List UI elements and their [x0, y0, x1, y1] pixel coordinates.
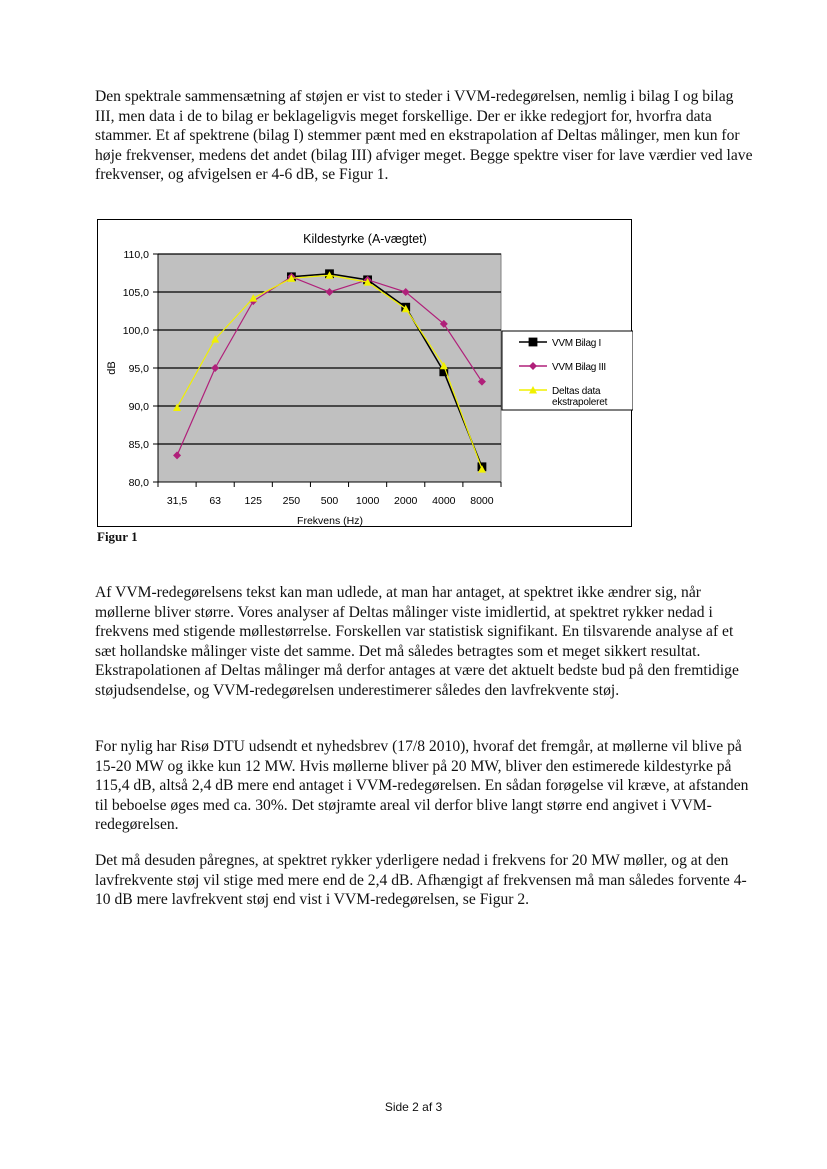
legend-label: Deltas data: [552, 386, 601, 397]
x-tick-label: 4000: [432, 495, 456, 507]
x-axis-label: Frekvens (Hz): [297, 515, 363, 527]
x-tick-label: 63: [209, 495, 222, 507]
y-tick-label: 85,0: [128, 439, 149, 451]
chart-svg: [98, 220, 633, 528]
paragraph-3: For nylig har Risø DTU udsendt et nyhedsbrev (17/8 2010), hvoraf det fremgår, at møllerne vil blive på 15-20 MW og ikke kun 12 MW. Hvis møllerne bliver på 20 MW, bliver den estimerede kildestyrke på 115,4 dB, altså 2,4 dB mere end antaget i VVM-redegørelsen. En sådan forøgelse vil kræve, at afstanden til beboelse øges med ca. 30%. Det støjramte areal vil derfor blive langt større end angivet i VVM-redegørelsen.: [95, 738, 749, 834]
y-tick-label: 90,0: [128, 401, 149, 413]
y-tick-label: 95,0: [128, 363, 149, 375]
paragraph-4: Det må desuden påregnes, at spektret rykker yderligere nedad i frekvens for 20 MW møller, og at den lavfrekvente støj vil stige med mere end de 2,4 dB. Afhængigt af frekvensen må man således forvente 4-10 dB mere lavfrekvent støj end vist i VVM-redegørelsen, se Figur 2.: [95, 852, 747, 909]
figure-caption: Figur 1: [97, 529, 138, 544]
x-tick-label: 250: [282, 495, 301, 507]
y-tick-label: 105,0: [122, 287, 149, 299]
paragraph-2: Af VVM-redegørelsens tekst kan man udlede, at man har antaget, at spektret ikke ændrer sig, når møllerne bliver større. Vores analyser af Deltas målinger viste imidlertid, at spektret rykker nedad i frekvens med stigende møllestørrelse. Forskellen var statistisk signifikant. En tilsvarende analyse af et sæt hollandske målinger viste det samme. Det må således betragtes som et meget sikkert resultat. Ekstrapolationen af Deltas målinger må derfor antages at være det aktuelt bedste bud på den fremtidige støjudsendelse, og VVM-redegørelsen underestimerer således den lavfrekvente støj.: [95, 584, 739, 699]
page-footer: Side 2 af 3: [384, 1100, 443, 1114]
x-tick-label: 500: [320, 495, 339, 507]
legend-label: VVM Bilag I: [552, 338, 601, 349]
legend-marker: [529, 338, 537, 346]
y-tick-label: 80,0: [128, 477, 149, 489]
chart-title: Kildestyrke (A-vægtet): [303, 232, 427, 246]
y-axis-label: dB: [106, 361, 118, 375]
legend-label: VVM Bilag III: [552, 362, 606, 373]
x-tick-label: 31,5: [166, 495, 188, 507]
chart-figure-1: [97, 219, 632, 527]
y-tick-label: 100,0: [122, 325, 149, 337]
x-tick-label: 1000: [355, 495, 380, 507]
x-tick-label: 125: [244, 495, 263, 507]
x-tick-label: 8000: [470, 495, 494, 507]
x-tick-label: 2000: [394, 495, 418, 507]
legend-label: ekstrapoleret: [552, 397, 608, 408]
y-tick-label: 110,0: [123, 249, 149, 261]
paragraph-1: Den spektrale sammensætning af støjen er vist to steder i VVM-redegørelsen, nemlig i bilag I og bilag III, men data i de to bilag er beklageligvis meget forskellige. Der er ikke redegjort for, hvorfra data stammer. Et af spektrene (bilag I) stemmer pænt med en ekstrapolation af Deltas målinger, men kun for høje frekvenser, medens det andet (bilag III) afviger meget. Begge spektre viser for lave værdier ved lave frekvenser, og afvigelsen er 4-6 dB, se Figur 1.: [95, 88, 753, 184]
